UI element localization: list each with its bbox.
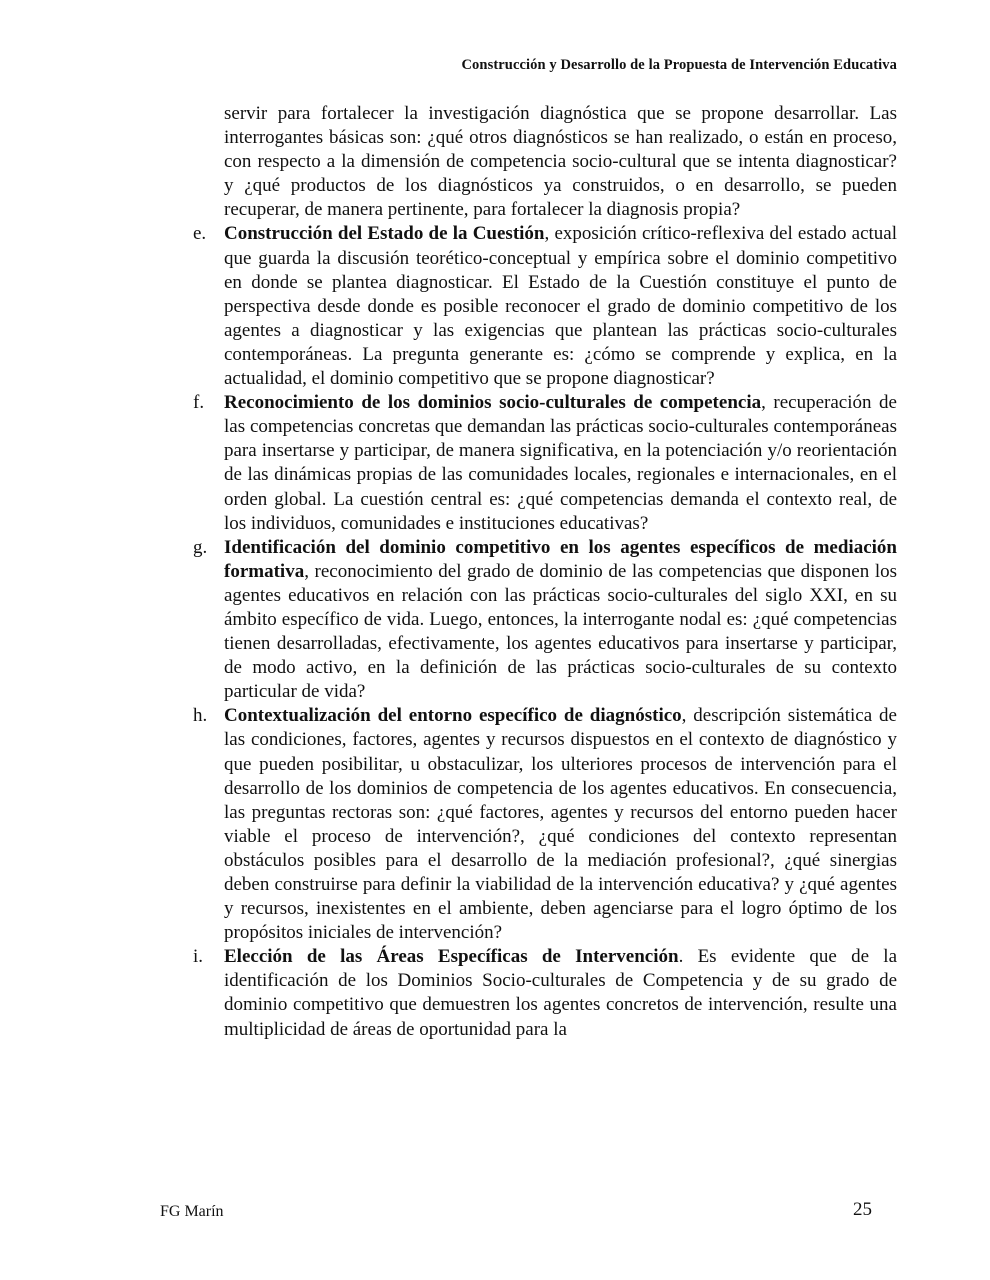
list-marker: g.: [193, 536, 208, 558]
item-title: Elección de las Áreas Específicas de Intervención: [224, 946, 679, 968]
list-marker: i.: [193, 946, 204, 968]
item-title: Construcción del Estado de la Cuestión: [224, 223, 545, 245]
intro-paragraph: servir para fortalecer la investigación diagnóstica que se propone desarrollar. Las interrogantes básicas son: ¿qué otros diagnósticos se han realizado, o están en proceso, con respecto a la dimensión de competencia socio-cultural que se intenta diagnosticar? y ¿qué productos de los diagnósticos ya construidos, o en desarrollo, se pueden recuperar, de manera pertinente, para fortalecer la diagnosis propia?: [224, 103, 897, 221]
list-marker: e.: [193, 223, 207, 245]
item-text: , recuperación de las competencias concretas que demandan las prácticas socio-culturales contemporáneas para insertarse y participar, de manera significativa, en la potenciación y/o reorientación de las dinámicas propias de las comunidades locales, regionales e internacionales, en el orden global. La cuestión central es: ¿qué competencias demanda el contexto real, de los individuos, comunidades e instituciones educativas?: [224, 392, 897, 534]
item-title: Identificación del dominio competitivo en los agentes específicos de mediación formativa: [224, 536, 897, 582]
item-title: Reconocimiento de los dominios socio-culturales de competencia: [224, 392, 762, 414]
list-item-g: [193, 536, 897, 705]
footer-author: FG Marín: [160, 1203, 224, 1220]
running-header: Construcción y Desarrollo de la Propuesta de Intervención Educativa: [461, 57, 897, 73]
item-text: , descripción sistemática de las condiciones, factores, agentes y recursos dispuestos en el contexto de diagnóstico y que pueden posibilitar, u obstaculizar, los ulteriores procesos de intervención para el desarrollo de los dominios de competencia de los agentes educativos. En consecuencia, las preguntas rectoras son: ¿qué factores, agentes y recursos del entorno pueden hacer viable el proceso de intervención?, ¿qué condiciones del contexto representan obstáculos posibles para el desarrollo de la mediación profesional?, ¿qué sinergias deben construirse para definir la viabilidad de la intervención educativa? y ¿qué agentes y recursos, inexistentes en el ambiente, deben agenciarse para el logro óptimo de los propósitos iniciales de intervención?: [224, 705, 897, 944]
list-marker: f.: [193, 392, 205, 414]
page-number: 25: [853, 1199, 872, 1220]
list-item-h: [193, 704, 897, 945]
list-item-e: [193, 222, 898, 391]
item-text: . Es evidente que de la identificación de los Dominios Socio-culturales de Competencia y de su grado de dominio competitivo que demuestren los agentes concretos de intervención, resulte una multiplicidad de áreas de oportunidad para la: [224, 946, 897, 1040]
item-text: , reconocimiento del grado de dominio de las competencias que disponen los agentes educativos en relación con las prácticas socio-culturales del siglo XXI, en su ámbito específico de vida. Luego, entonces, la interrogante nodal es: ¿qué competencias tienen desarrolladas, efectivamente, los agentes educativos para insertarse y participar, de modo activo, en la definición de las prácticas socio-culturales de su contexto particular de vida?: [224, 560, 897, 703]
body-text: [193, 102, 898, 1042]
list-item-i: [193, 945, 897, 1041]
item-text: , exposición crítico-reflexiva del estado actual que guarda la discusión teorético-conceptual y empírica sobre el dominio competitivo en donde se plantea diagnosticar. El Estado de la Cuestión constituye el punto de perspectiva desde donde es posible reconocer el grado de dominio competitivo de los agentes a diagnosticar y las exigencias que plantean las prácticas socio-culturales contemporáneas. La pregunta generante es: ¿cómo se comprende y explica, en la actualidad, el dominio competitivo que se propone diagnosticar?: [224, 223, 898, 390]
item-title: Contextualización del entorno específico de diagnóstico: [224, 705, 682, 727]
list-item-f: [193, 391, 897, 536]
list-marker: h.: [193, 705, 208, 727]
